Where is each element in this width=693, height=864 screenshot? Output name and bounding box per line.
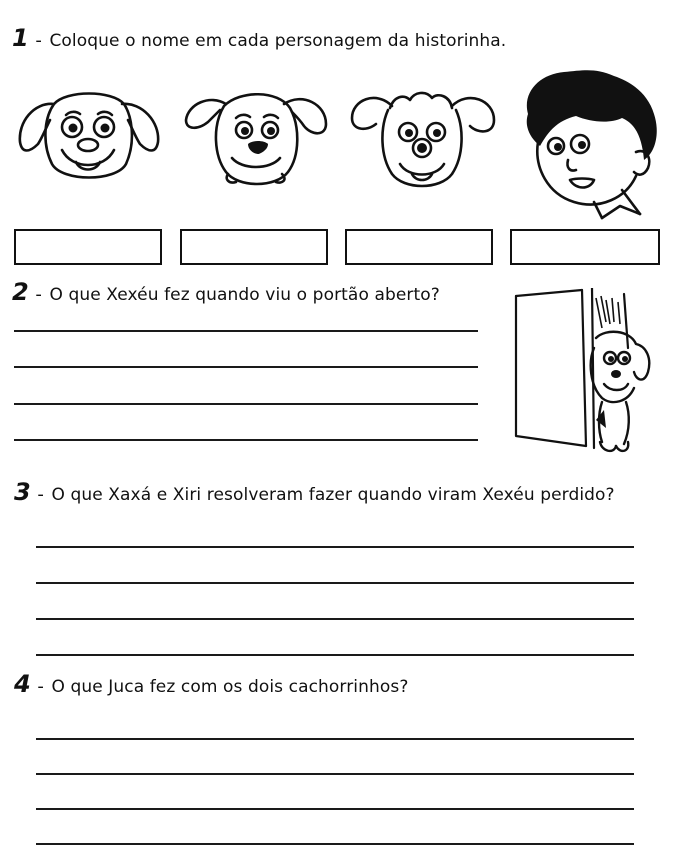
answer-line[interactable] — [36, 808, 634, 810]
answer-line[interactable] — [36, 582, 634, 584]
character-name-box-3[interactable] — [345, 229, 493, 265]
answer-line[interactable] — [14, 403, 478, 405]
answer-line[interactable] — [36, 843, 634, 845]
question-2 — [12, 278, 440, 306]
character-name-box-2[interactable] — [180, 229, 328, 265]
answer-line[interactable] — [14, 439, 478, 441]
question-1-text: Coloque o nome em cada personagem da historinha. — [49, 31, 507, 51]
character-name-box-1[interactable] — [14, 229, 162, 265]
question-3-text: O que Xaxá e Xiri resolveram fazer quando viram Xexéu perdido? — [51, 485, 615, 505]
question-4-text: O que Juca fez com os dois cachorrinhos? — [51, 677, 409, 697]
character-name-box-4[interactable] — [510, 229, 660, 265]
question-2-number: 2 — [12, 278, 29, 306]
question-3 — [14, 478, 615, 506]
answer-line[interactable] — [36, 546, 634, 548]
answer-line[interactable] — [36, 654, 634, 656]
answer-line[interactable] — [14, 366, 478, 368]
answer-line[interactable] — [36, 773, 634, 775]
question-3-separator: - — [37, 484, 44, 505]
answer-line[interactable] — [14, 330, 478, 332]
question-4-separator: - — [37, 676, 44, 697]
dog-face-icon — [180, 86, 332, 194]
question-2-separator: - — [35, 284, 42, 305]
question-1-separator: - — [35, 30, 42, 51]
question-3-number: 3 — [14, 478, 31, 506]
dog-face-icon — [14, 82, 164, 192]
question-1 — [12, 24, 506, 52]
boy-face-icon — [510, 68, 664, 220]
dog-peeking-door-icon — [506, 288, 656, 458]
answer-line[interactable] — [36, 618, 634, 620]
answer-line[interactable] — [36, 738, 634, 740]
question-4 — [14, 670, 408, 698]
dog-face-icon — [346, 86, 498, 198]
question-4-number: 4 — [14, 670, 31, 698]
question-2-text: O que Xexéu fez quando viu o portão aberto? — [49, 285, 440, 305]
question-1-number: 1 — [12, 24, 29, 52]
